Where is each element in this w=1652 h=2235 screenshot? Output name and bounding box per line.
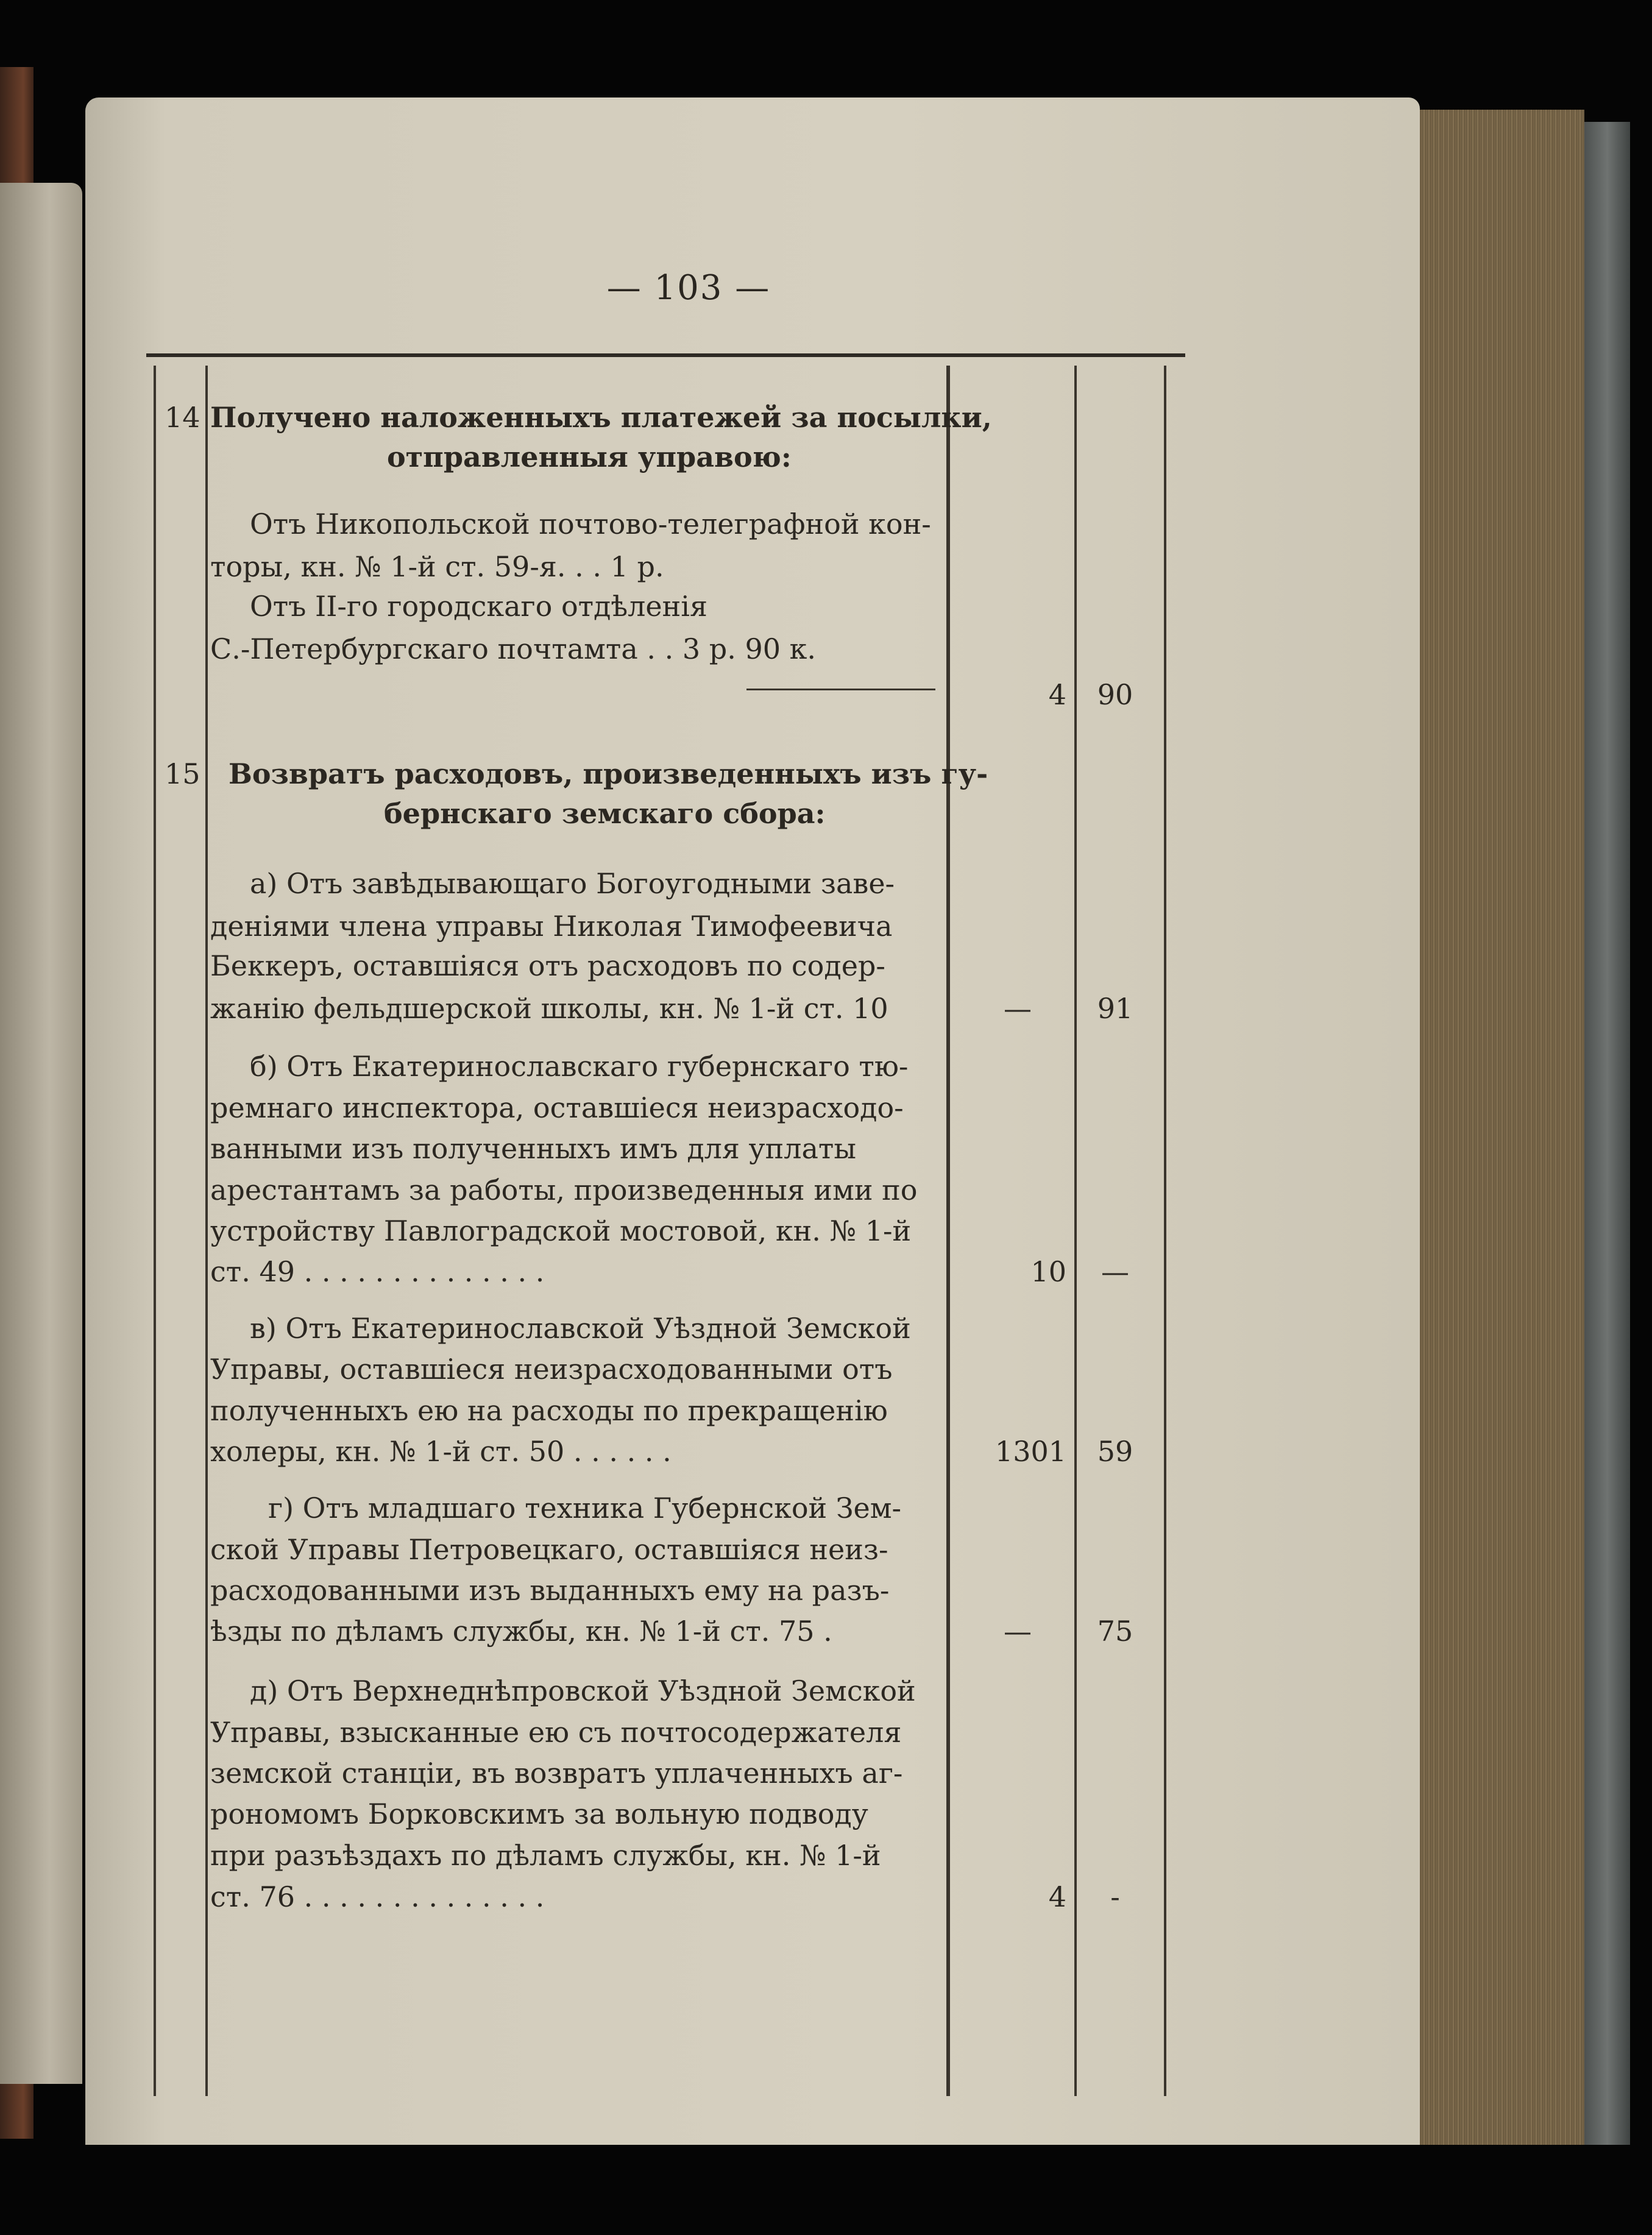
entry-15b-rubles: 10 [1030, 1255, 1066, 1288]
entry-15g-line-4: ѣзды по дѣламъ службы, кн. № 1-й ст. 75 . [210, 1615, 832, 1648]
entry-15b-kopecks: — [1101, 1255, 1129, 1288]
entry-14-line-4: С.-Петербургскаго почтамта . . 3 р. 90 к. [210, 632, 816, 665]
entry-15-heading-line-2: бернскаго земскаго сбора: [384, 797, 826, 830]
entry-15b-line-3: ванными изъ полученныхъ имъ для уплаты [210, 1132, 856, 1165]
left-page-edge [0, 183, 82, 2084]
entry-15d-line-5: при разъѣздахъ по дѣламъ службы, кн. № 1-й [210, 1839, 881, 1872]
book-board [1584, 122, 1630, 2145]
entry-14-heading-line-1: Получено наложенныхъ платежей за посылки, [210, 401, 992, 434]
page-edges [1402, 110, 1584, 2145]
sum-rule [746, 689, 935, 690]
column-rule-number [205, 366, 208, 2096]
table-right-rule [1164, 366, 1166, 2096]
entry-15a-line-4: жанію фельдшерской школы, кн. № 1-й ст. 10 [210, 992, 888, 1025]
entry-15v-line-2: Управы, оставшіеся неизрасходованными отъ [210, 1353, 893, 1386]
entry-15b-line-2: ремнаго инспектора, оставшіеся неизрасходо- [210, 1091, 904, 1124]
entry-15d-line-4: рономомъ Борковскимъ за вольную подводу [210, 1798, 868, 1830]
entry-14-heading-line-2: отправленныя управою: [387, 441, 792, 473]
entry-15b-line-1: б) Отъ Екатеринославскаго губернскаго тю- [250, 1050, 909, 1083]
table-left-rule [154, 366, 156, 2096]
entry-15b-line-4: арестантамъ за работы, произведенныя ими по [210, 1174, 918, 1206]
entry-15-heading-line-1: Возвратъ расходовъ, произведенныхъ изъ гу- [229, 757, 988, 790]
entry-15g-line-1: г) Отъ младшаго техника Губернской Зем- [268, 1492, 902, 1525]
entry-15v-line-3: полученныхъ ею на расходы по прекращенію [210, 1394, 888, 1427]
entry-15a-line-1: а) Отъ завѣдывающаго Богоугодными заве- [250, 867, 895, 900]
column-rule-text [946, 366, 950, 2096]
entry-15a-kopecks: 91 [1097, 992, 1133, 1025]
entry-15g-rubles: — [1004, 1615, 1032, 1648]
entry-14-line-3: Отъ II-го городскаго отдѣленія [250, 590, 708, 623]
entry-14-line-1: Отъ Никопольской почтово-телеграфной кон- [250, 508, 931, 540]
entry-15b-line-6: ст. 49 . . . . . . . . . . . . . . [210, 1255, 545, 1288]
entry-15g-line-3: расходованными изъ выданныхъ ему на разъ- [210, 1574, 890, 1607]
entry-15d-line-2: Управы, взысканные ею съ почтосодержателя [210, 1716, 902, 1749]
entry-15a-line-3: Беккеръ, оставшіяся отъ расходовъ по содер- [210, 949, 885, 982]
entry-15v-rubles: 1301 [994, 1435, 1066, 1468]
entry-14-kopecks: 90 [1097, 678, 1133, 711]
entry-15d-kopecks: - [1110, 1880, 1120, 1913]
entry-15a-line-2: деніями члена управы Николая Тимофеевича [210, 910, 893, 943]
page-number: — 103 — [606, 268, 771, 308]
entry-15d-line-3: земской станціи, въ возвратъ уплаченныхъ аг- [210, 1757, 903, 1790]
entry-15d-line-6: ст. 76 . . . . . . . . . . . . . . [210, 1880, 545, 1913]
entry-15g-line-2: ской Управы Петровецкаго, оставшіяся неиз- [210, 1533, 888, 1566]
entry-14-rubles: 4 [1048, 678, 1066, 711]
entry-15g-kopecks: 75 [1097, 1615, 1133, 1648]
table-top-rule [146, 353, 1185, 357]
entry-15d-rubles: 4 [1048, 1880, 1066, 1913]
entry-15-number: 15 [165, 757, 200, 790]
entry-15v-kopecks: 59 [1097, 1435, 1133, 1468]
entry-15v-line-4: холеры, кн. № 1-й ст. 50 . . . . . . [210, 1435, 672, 1468]
entry-15b-line-5: устройству Павлоградской мостовой, кн. № 1-й [210, 1214, 912, 1247]
entry-15d-line-1: д) Отъ Верхнеднѣпровской Уѣздной Земской [250, 1674, 916, 1707]
column-rule-rubles [1074, 366, 1077, 2096]
entry-14-number: 14 [165, 401, 200, 434]
entry-15v-line-1: в) Отъ Екатеринославской Уѣздной Земской [250, 1312, 911, 1345]
entry-14-line-2: торы, кн. № 1-й ст. 59-я. . . 1 р. [210, 550, 664, 583]
entry-15a-rubles: — [1004, 992, 1032, 1025]
